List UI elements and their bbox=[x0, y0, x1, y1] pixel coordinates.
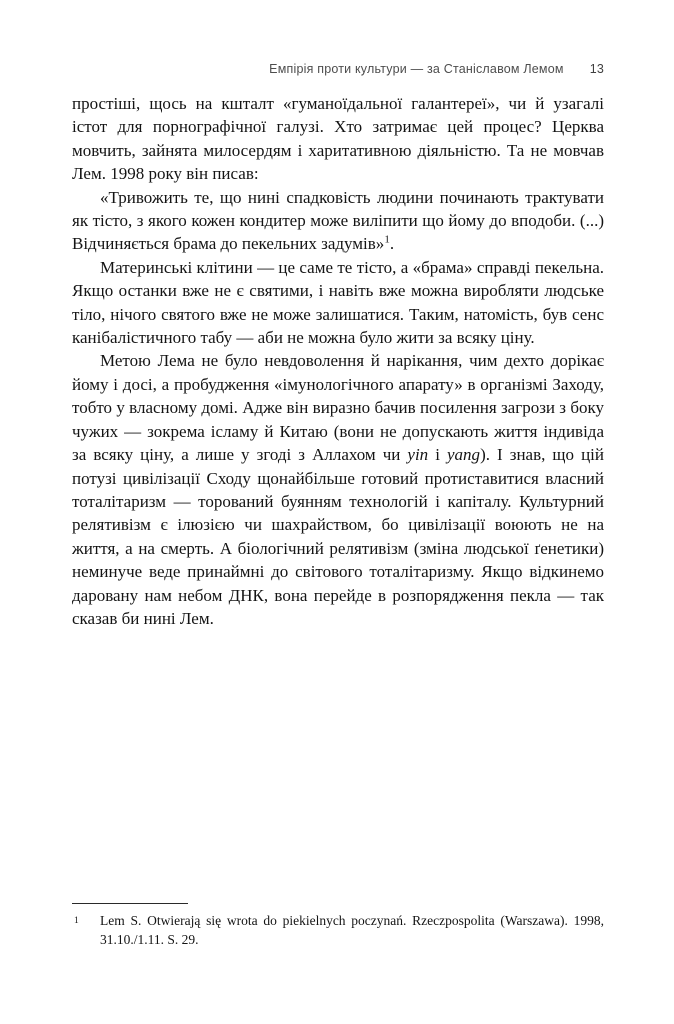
paragraph bbox=[72, 92, 604, 186]
text-segment: yang bbox=[447, 445, 481, 465]
text-segment: ). І знав, що цій потузі цивілізації Сходу щонайбільше готовий протиставитися власний тоталітаризм — торований буянням технологій і капіталу. Культурний релятивізм є ілюзією чи шахрайством, бо цивілізації воюють не на життя, а на смерть. А біологічний релятивізм (зміна людської ґенетики) неминуче веде принаймні до світового тоталітаризму. Якщо відкинемо даровану нам небом ДНК, вона перейде в розпорядження пекла — так сказав би нині Лем. bbox=[72, 445, 604, 628]
text-segment: і bbox=[428, 445, 448, 465]
footnote bbox=[72, 912, 604, 949]
running-title: Емпірія проти культури — за Станіславом Лемом bbox=[269, 62, 564, 76]
text-segment: . bbox=[389, 234, 395, 254]
footnote-entry bbox=[72, 912, 604, 949]
text-segment: Материнські клітини — це саме те тісто, а «брама» справді пекельна. Якщо останки вже не є святими, і навіть вже можна виробляти людське тіло, нічого святого вже не може залишатися. Таким, натомість, був сенс канібалістичного табу — аби не можна було жити за всяку ціну. bbox=[72, 257, 604, 348]
footnote-separator bbox=[72, 903, 188, 904]
text-segment: простіші, щось на кшталт «гуманоїдальної галантереї», чи й узагалі істот для порнографічної галузі. Хто затримає цей процес? Церква мовчить, зайнята милосердям і харитативною діяльністю. Та не мовчав Лем. 1998 року він писав: bbox=[72, 94, 604, 184]
text-segment: «Тривожить те, що нині спадковість людини починають трактувати як тісто, з якого кожен кондитер може виліпити що йому до вподоби. (...) Відчиняється брама до пекельних задумів» bbox=[72, 187, 604, 254]
running-header bbox=[72, 62, 604, 76]
body-text bbox=[72, 92, 604, 630]
text-segment: Метою Лема не було невдоволення й нарікання, чим дехто дорікає йому і досі, а пробудження «імунологічного апарату» в організмі Заходу, тобто у власному домі. Адже він виразно бачив посилення загрози з боку чужих — зокрема ісламу й Китаю (вони не допускають життя індивіда за всяку ціну, а лише у згоді з Аллахом чи bbox=[72, 351, 604, 465]
paragraph bbox=[72, 186, 604, 256]
footnote-text: Lem S. Otwierają się wrota do piekielnych poczynań. Rzeczpospolita (Warszawa). 1998, 31.10./1.11. S. 29. bbox=[100, 913, 604, 947]
text-segment: yin bbox=[407, 445, 429, 465]
paragraph bbox=[72, 349, 604, 630]
footnote-marker: 1 bbox=[74, 916, 79, 926]
paragraph bbox=[72, 256, 604, 350]
page-number: 13 bbox=[589, 62, 604, 76]
footnote-reference: 1 bbox=[384, 233, 390, 246]
